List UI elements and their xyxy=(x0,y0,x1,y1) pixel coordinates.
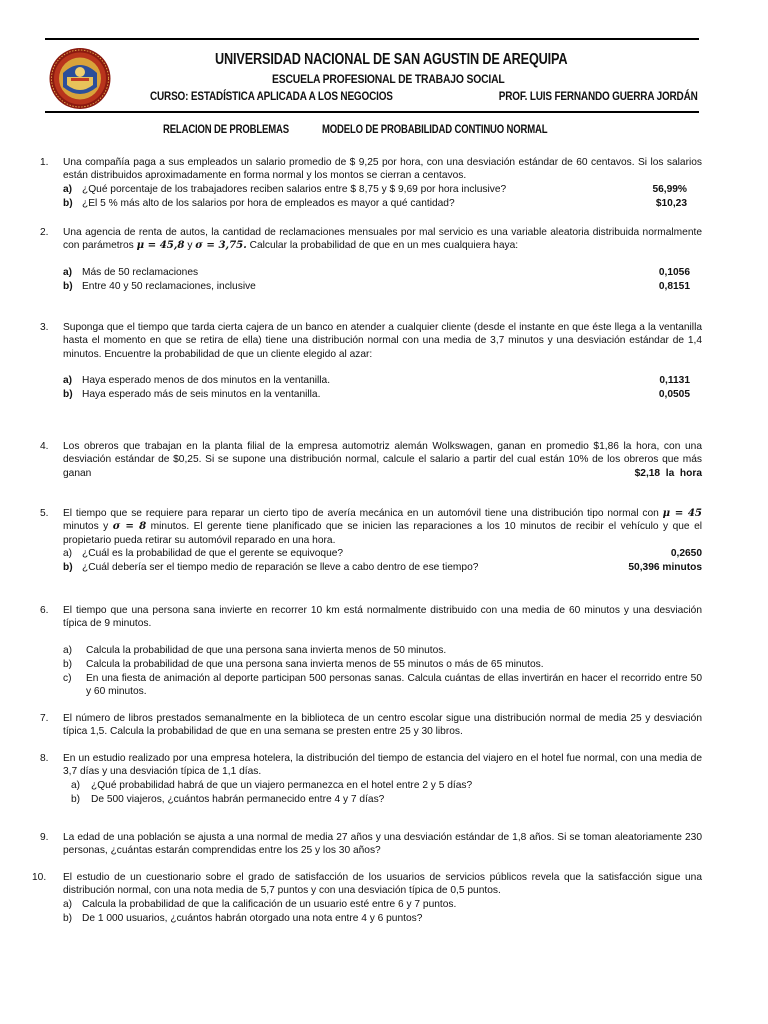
answer: 0,1131 xyxy=(659,375,690,387)
problem-2 xyxy=(40,226,702,294)
subquestion-label: a) xyxy=(63,898,73,910)
subquestion-text: Haya esperado más de seis minutos en la ventanilla. xyxy=(82,389,321,401)
mean-parameter: μ = 45 xyxy=(662,507,702,519)
sd-parameter: σ = 3,75. xyxy=(195,239,247,252)
problem-4 xyxy=(40,440,702,480)
subquestion-label: b) xyxy=(63,912,73,924)
problem-statement: Una compañía paga a sus empleados un salario promedio de $ 9,25 por hora, con una desviación estándar de 60 centavos. Si los salarios están distribuidos aproximadamente en forma normal y los montos se cierran a centavos. xyxy=(63,157,702,182)
subquestion-label: b) xyxy=(63,389,73,401)
subquestion-text: ¿El 5 % más alto de los salarios por hora de empleados es mayor a qué cantidad? xyxy=(82,197,455,209)
problem-7 xyxy=(40,712,702,739)
problem-number: 4. xyxy=(40,441,49,452)
mean-parameter: μ = 45,8 xyxy=(136,239,185,252)
subquestion xyxy=(63,280,702,294)
answer: 0,8151 xyxy=(658,280,690,292)
problem-number: 1. xyxy=(40,157,49,168)
subquestion-label: b) xyxy=(63,197,73,209)
problem-statement xyxy=(63,507,702,547)
subquestion-label: a) xyxy=(63,266,73,278)
statement-part: minutos y xyxy=(63,521,113,533)
problem-1 xyxy=(40,156,702,211)
sd-parameter: σ = 8 xyxy=(112,520,147,533)
statement-part: Una agencia de renta de autos, la cantidad de reclamaciones mensuales por mal servicio es una variable aleatoria distribuida normalmente con parámetros xyxy=(63,227,702,252)
answer: $2,18 la hora xyxy=(634,468,702,479)
problem-statement: Suponga que el tiempo que tarda cierta cajera de un banco en atender a cualquier cliente (desde el instante en que éste llega a la ventanilla hasta el momento en que se retira de ella) tiene una distribución normal con una media de 3,7 minutos y una desviación estándar de 1,4 minutos. Encuentre la probabilidad de que un cliente elegido al azar: xyxy=(63,322,702,360)
subquestion-label: a) xyxy=(63,183,73,195)
course-name: CURSO: ESTADÍSTICA APLICADA A LOS NEGOCIOS xyxy=(150,89,393,103)
subquestion xyxy=(63,374,702,388)
problem-6 xyxy=(40,604,702,699)
subquestion xyxy=(63,779,702,793)
subquestion-text: En una fiesta de animación al deporte participan 500 personas sanas. Calcula cuántas de ellas invertirán en hacer el recorrido entre 50 y 60 minutos. xyxy=(86,672,702,698)
subquestion xyxy=(63,658,702,672)
subquestion-label: b) xyxy=(63,562,73,574)
problem-statement: La edad de una población se ajusta a una normal de media 27 años y una desviación estándar de 1,8 años. Si se toman aleatoriamente 230 personas, ¿cuántas estarán comprendidas entre los 25 y los 30 años? xyxy=(63,832,702,857)
subquestion-label: b) xyxy=(63,658,73,670)
problem-statement: Los obreros que trabajan en la planta filial de la empresa automotriz alemán Wolkswagen, ganan en promedio $1,86 la hora, con una desviación estándar de $0,25. Si se supone una distribución normal, calcule el salario a partir del cual están 10% de los obreros que más ganan xyxy=(63,441,702,479)
subquestion xyxy=(63,898,702,912)
problem-5 xyxy=(40,507,702,575)
subquestion xyxy=(63,644,702,658)
problem-10 xyxy=(32,871,702,926)
subquestion-label: a) xyxy=(63,644,73,656)
statement-part: y xyxy=(184,240,196,252)
problem-number: 9. xyxy=(40,832,49,843)
answer: 50,396 minutos xyxy=(628,562,702,574)
problem-number: 2. xyxy=(40,227,49,238)
subquestion xyxy=(63,388,702,402)
problem-statement: El número de libros prestados semanalmente en la biblioteca de un centro escolar sigue una distribución normal de media 25 y desviación típica 1,5. Calcula la probabilidad de que en una semana se presten entre 25 y 30 libros. xyxy=(63,713,702,738)
answer: $10,23 xyxy=(655,197,687,209)
subquestion-text: ¿Qué porcentaje de los trabajadores reciben salarios entre $ 8,75 y $ 9,69 por hora inclusive? xyxy=(82,183,507,195)
problem-number: 6. xyxy=(40,605,49,616)
university-seal-logo xyxy=(49,47,111,110)
subquestion-label: b) xyxy=(63,280,73,292)
problem-number: 5. xyxy=(40,508,49,519)
subquestion-text: De 500 viajeros, ¿cuántos habrán permanecido entre 4 y 7 días? xyxy=(91,793,385,805)
answer: 0,1056 xyxy=(658,266,690,278)
problem-number: 10. xyxy=(32,872,47,883)
subquestion-text: Más de 50 reclamaciones xyxy=(82,266,199,278)
subquestion-label: a) xyxy=(63,548,73,560)
statement-part: minutos. El gerente tiene planificado que se inicien las reparaciones a los 10 minutos de recibir el vehículo y que el propietario pueda retirar su automóvil reparado en una hora. xyxy=(63,521,702,546)
problem-8 xyxy=(40,752,702,807)
problem-number: 3. xyxy=(40,322,49,333)
subquestion-label: a) xyxy=(63,375,73,387)
problem-statement: El estudio de un cuestionario sobre el grado de satisfacción de los usuarios de servicios públicos revela que la satisfacción sigue una distribución normal, con una nota media de 5,7 puntos y con una desviación típica de 0,5 puntos. xyxy=(63,872,702,897)
subquestion xyxy=(63,183,702,197)
answer: 56,99% xyxy=(652,183,687,195)
problem-number: 7. xyxy=(40,713,49,724)
subquestion xyxy=(63,672,702,699)
subquestion-label: c) xyxy=(63,672,72,684)
subquestion xyxy=(63,547,702,561)
problem-9 xyxy=(40,831,702,858)
section-title: RELACION DE PROBLEMAS xyxy=(163,124,289,136)
subquestion-label: a) xyxy=(71,779,81,791)
subquestion xyxy=(63,793,702,807)
subquestion-text: Haya esperado menos de dos minutos en la ventanilla. xyxy=(82,375,331,387)
problem-statement: El tiempo que una persona sana invierte en recorrer 10 km está normalmente distribuido con una media de 60 minutos y una desviación típica de 9 minutos. xyxy=(63,605,702,630)
subquestion xyxy=(63,561,702,575)
statement-part: El tiempo que se requiere para reparar un cierto tipo de avería mecánica en un automóvil tiene una distribución tipo normal con xyxy=(63,508,663,519)
subquestion xyxy=(63,912,702,926)
topic-title: MODELO DE PROBABILIDAD CONTINUO NORMAL xyxy=(322,124,548,136)
problem-number: 8. xyxy=(40,753,49,764)
subquestion-text: ¿Cuál debería ser el tiempo medio de reparación se lleve a cabo dentro de ese tiempo? xyxy=(82,562,479,574)
subquestion xyxy=(63,197,702,211)
subquestion-text: De 1 000 usuarios, ¿cuántos habrán otorgado una nota entre 4 y 6 puntos? xyxy=(82,912,423,924)
answer: 0,0505 xyxy=(658,389,690,401)
top-rule xyxy=(45,38,699,40)
header-rule xyxy=(45,111,699,113)
subquestion-text: Entre 40 y 50 reclamaciones, inclusive xyxy=(82,280,256,292)
subquestion xyxy=(63,266,702,280)
university-name: UNIVERSIDAD NACIONAL DE SAN AGUSTIN DE AREQUIPA xyxy=(215,51,568,68)
subquestion-text: ¿Cuál es la probabilidad de que el gerente se equivoque? xyxy=(82,548,344,560)
school-name: ESCUELA PROFESIONAL DE TRABAJO SOCIAL xyxy=(272,72,505,86)
subquestion-label: b) xyxy=(71,793,81,805)
problem-3 xyxy=(40,321,702,402)
subquestion-text: Calcula la probabilidad de que la calificación de un usuario esté entre 6 y 7 puntos. xyxy=(82,898,457,910)
subquestion-text: Calcula la probabilidad de que una persona sana invierta menos de 50 minutos. xyxy=(86,644,447,656)
subquestion-text: Calcula la probabilidad de que una persona sana invierta menos de 55 minutos o más de 65 minutos. xyxy=(86,658,544,670)
professor-name: PROF. LUIS FERNANDO GUERRA JORDÁN xyxy=(499,89,698,103)
subquestion-text: ¿Qué probabilidad habrá de que un viajero permanezca en el hotel entre 2 y 5 días? xyxy=(91,779,473,791)
problem-statement: En un estudio realizado por una empresa hotelera, la distribución del tiempo de estancia del viajero en el hotel fue normal, con una media de 3,7 días y una desviación típica de 1,1 días. xyxy=(63,753,702,778)
problem-statement xyxy=(63,226,702,253)
statement-part: Calcular la probabilidad de que en un mes cualquiera haya: xyxy=(246,240,519,252)
answer: 0,2650 xyxy=(670,548,702,560)
